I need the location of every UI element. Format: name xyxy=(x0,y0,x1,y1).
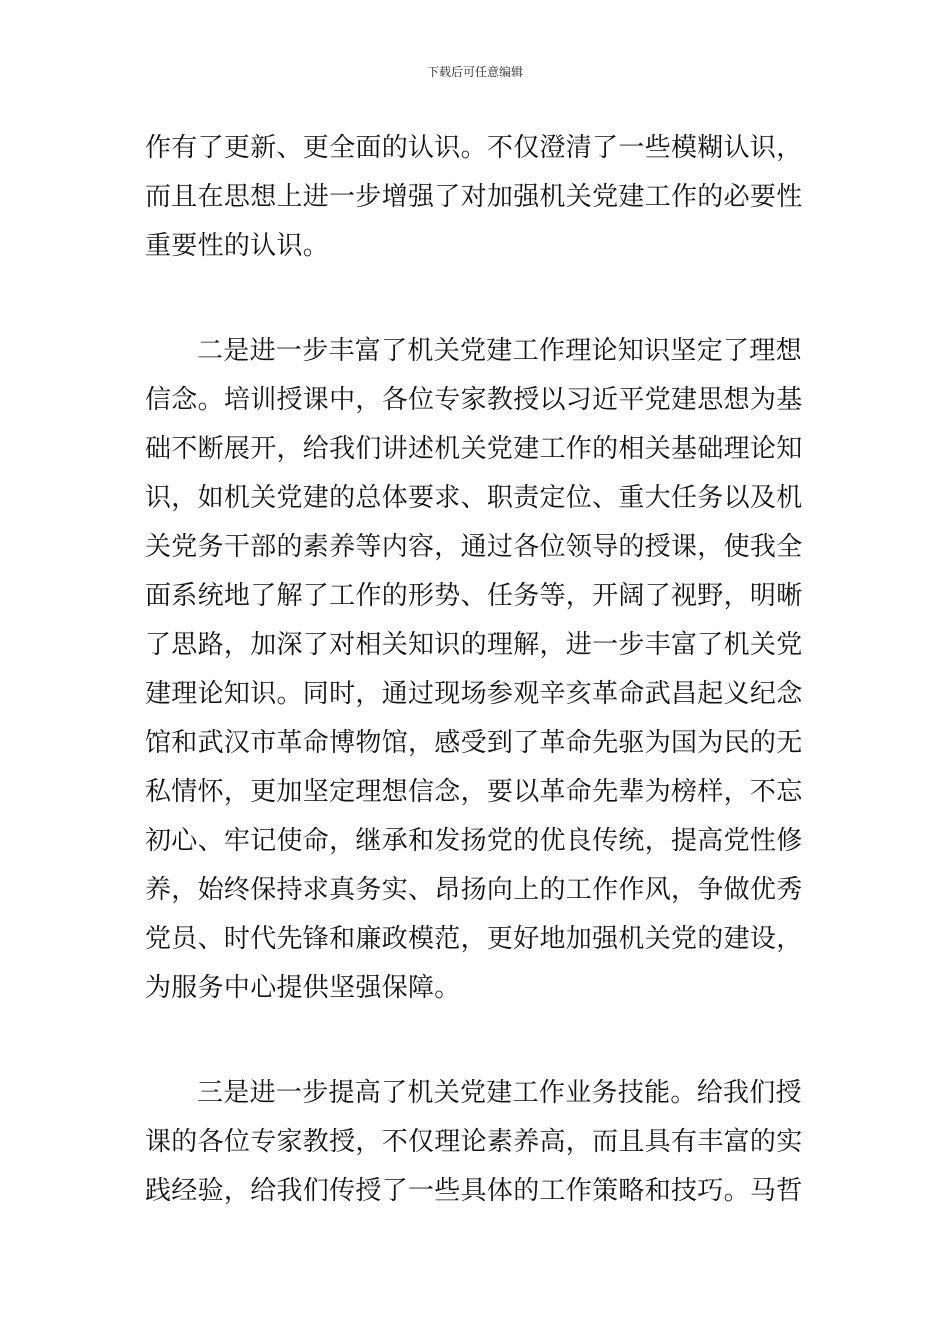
paragraph-3 xyxy=(145,1069,815,1216)
text-line: 践经验，给我们传授了一些具体的工作策略和技巧。马哲 xyxy=(145,1176,803,1206)
text-line: 为服务中心提供坚强保障。 xyxy=(145,973,461,1003)
paragraph-2 xyxy=(145,327,815,1013)
text-line: 三是进一步提高了机关党建工作业务技能。给我们授 xyxy=(197,1078,802,1108)
text-line: 建理论知识。同时，通过现场参观辛亥革命武昌起义纪念 xyxy=(145,679,803,709)
paragraph-gap xyxy=(145,271,815,327)
text-line: 二是进一步丰富了机关党建工作理论知识坚定了理想 xyxy=(197,336,802,366)
page-header: 下载后可任意编辑 xyxy=(426,65,523,79)
text-line: 党员、时代先锋和廉政模范，更好地加强机关党的建设， xyxy=(145,924,803,954)
text-line: 重要性的认识。 xyxy=(145,231,330,261)
text-line: 课的各位专家教授，不仅理论素养高，而且具有丰富的实 xyxy=(145,1127,803,1157)
text-line: 养，始终保持求真务实、昂扬向上的工作作风，争做优秀 xyxy=(145,875,803,905)
text-line: 初心、牢记使命，继承和发扬党的优良传统，提高党性修 xyxy=(145,826,803,856)
text-line: 信念。培训授课中，各位专家教授以习近平党建思想为基 xyxy=(145,385,803,415)
paragraph-1 xyxy=(145,124,815,271)
text-line: 作有了更新、更全面的认识。不仅澄清了一些模糊认识， xyxy=(145,133,803,163)
text-line: 而且在思想上进一步增强了对加强机关党建工作的必要性 xyxy=(145,182,803,212)
text-line: 私情怀，更加坚定理想信念，要以革命先辈为榜样，不忘 xyxy=(145,777,803,807)
text-line: 了思路，加深了对相关知识的理解，进一步丰富了机关党 xyxy=(145,630,803,660)
text-line: 关党务干部的素养等内容，通过各位领导的授课，使我全 xyxy=(145,532,803,562)
document-body xyxy=(145,124,815,1216)
text-line: 面系统地了解了工作的形势、任务等，开阔了视野，明晰 xyxy=(145,581,803,611)
text-line: 识，如机关党建的总体要求、职责定位、重大任务以及机 xyxy=(145,483,803,513)
text-line: 础不断展开，给我们讲述机关党建工作的相关基础理论知 xyxy=(145,434,803,464)
paragraph-gap xyxy=(145,1013,815,1069)
text-line: 馆和武汉市革命博物馆，感受到了革命先驱为国为民的无 xyxy=(145,728,803,758)
